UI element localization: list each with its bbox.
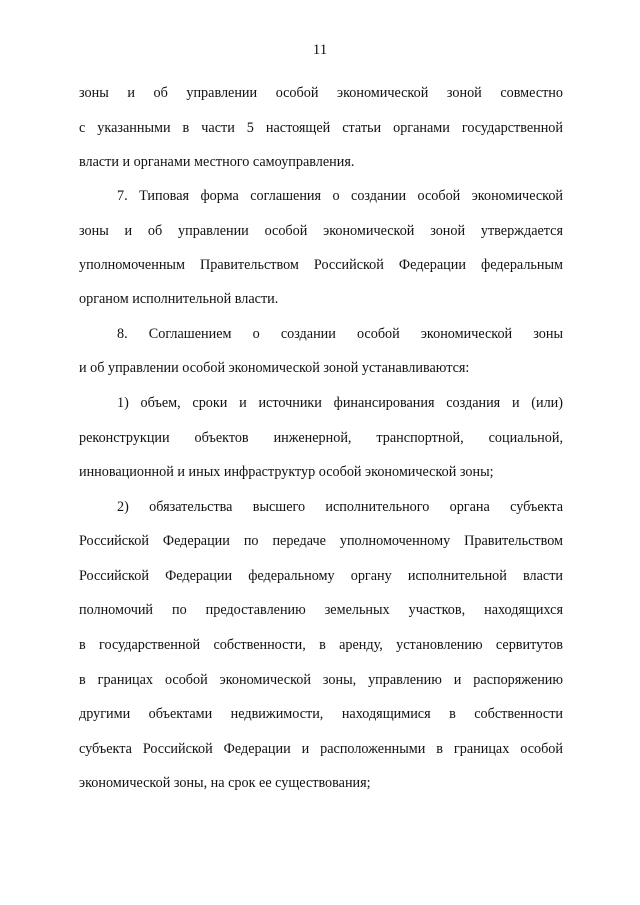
list-item-line: в границах особой экономической зоны, управлению и распоряжению [79,672,563,688]
paragraph-line: и об управлении особой экономической зоной устанавливаются: [79,360,470,376]
list-item-line: реконструкции объектов инженерной, транспортной, социальной, [79,430,563,446]
paragraph-line: уполномоченным Правительством Российской Федерации федеральным [79,257,563,273]
paragraph-line: с указанными в части 5 настоящей статьи органами государственной [79,120,563,136]
page-number: 11 [312,42,328,58]
paragraph-line: зоны и об управлении особой экономической зоной утверждается [79,223,563,239]
list-item-line: Российской Федерации федеральному органу исполнительной власти [79,568,563,584]
list-item-line: субъекта Российской Федерации и расположенными в границах особой [79,741,563,757]
list-item-line: полномочий по предоставлению земельных участков, находящихся [79,602,563,618]
paragraph-line: 7. Типовая форма соглашения о создании особой экономической [117,188,563,204]
list-item-line: экономической зоны, на срок ее существования; [79,775,371,791]
list-item-line: Российской Федерации по передаче уполномоченному Правительством [79,533,563,549]
list-item-line: инновационной и иных инфраструктур особой экономической зоны; [79,464,494,480]
paragraph-line: органом исполнительной власти. [79,291,279,307]
paragraph-line: зоны и об управлении особой экономической зоной совместно [79,85,563,101]
list-item-line: 2) обязательства высшего исполнительного органа субъекта [117,499,563,515]
paragraph-line: 8. Соглашением о создании особой экономической зоны [117,326,563,342]
paragraph-line: власти и органами местного самоуправления. [79,154,355,170]
list-item-line: другими объектами недвижимости, находящимися в собственности [79,706,563,722]
list-item-line: в государственной собственности, в аренду, установлению сервитутов [79,637,563,653]
list-item-line: 1) объем, сроки и источники финансирования создания и (или) [117,395,563,411]
